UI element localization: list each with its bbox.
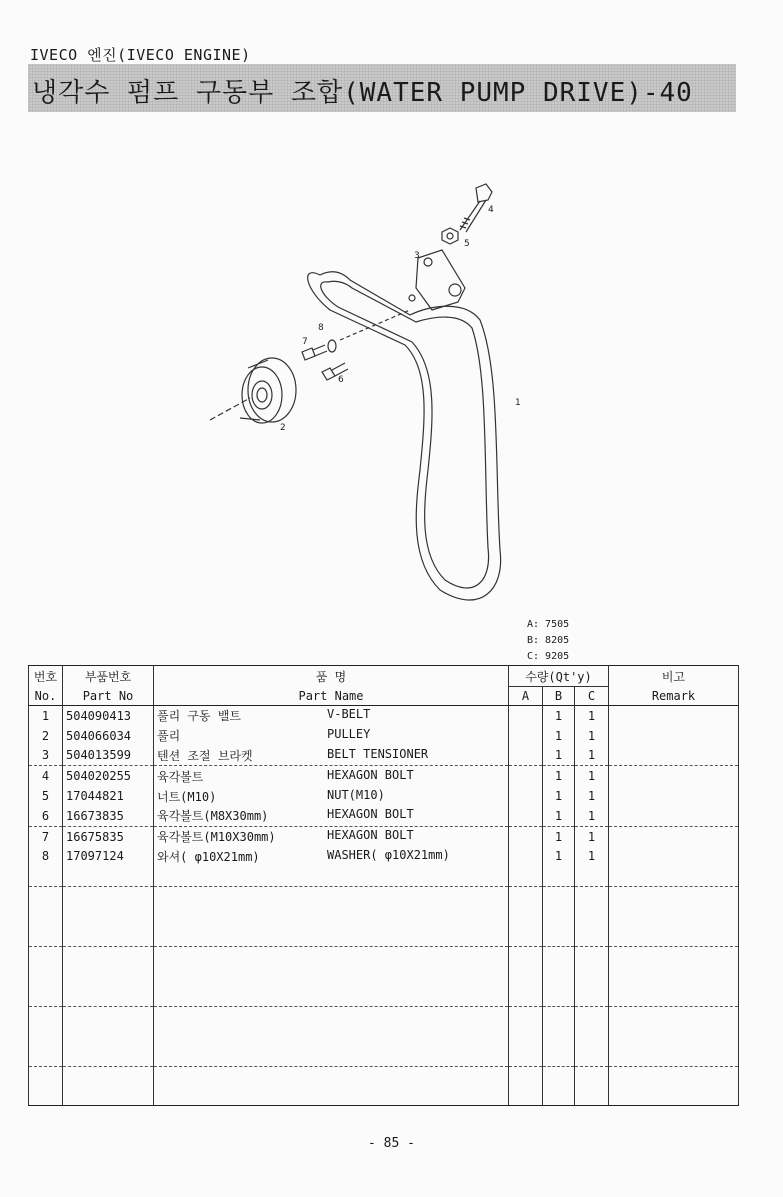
bolt-top-drawing <box>476 184 492 202</box>
callout-4: 4 <box>488 205 494 215</box>
callout-8: 8 <box>318 323 324 333</box>
header-remark-kr: 비고 <box>609 666 739 687</box>
header-qty-b: B <box>543 687 575 706</box>
header-qty-a: A <box>509 687 543 706</box>
pulley-drawing <box>240 358 296 423</box>
callout-5: 5 <box>464 239 470 249</box>
model-c: C: 9205 <box>527 651 570 662</box>
nut-drawing <box>442 228 458 244</box>
table-row: 8 17097124 와셔( φ10X21mm) WASHER( φ10X21mm) 1 1 <box>29 847 739 867</box>
section-pretitle: IVECO 엔진(IVECO ENGINE) <box>30 46 251 64</box>
header-name-en: Part Name <box>154 687 509 706</box>
parts-table <box>28 665 739 1106</box>
bolt-7-drawing <box>302 345 327 360</box>
v-belt-drawing <box>308 272 501 600</box>
table-row: 3 504013599 텐션 조절 브라켓 BELT TENSIONER 1 1 <box>29 746 739 766</box>
callout-3: 3 <box>414 251 420 261</box>
model-a: A: 7505 <box>527 619 570 630</box>
table-row-empty <box>29 887 739 947</box>
tensioner-bracket-drawing <box>416 250 465 310</box>
exploded-parts-diagram <box>180 170 540 610</box>
table-row-empty <box>29 1067 739 1106</box>
model-legend <box>527 617 569 665</box>
model-b: B: 8205 <box>527 635 570 646</box>
header-partno-en: Part No <box>63 687 154 706</box>
header-no-kr: 번호 <box>29 666 63 687</box>
bolt-6-drawing <box>322 363 348 380</box>
table-row: 7 16675835 육각볼트(M10X30mm) HEXAGON BOLT 1 1 <box>29 826 739 846</box>
table-row: 1 504090413 풀리 구동 밸트 V-BELT 1 1 <box>29 706 739 726</box>
washer-drawing <box>328 340 336 352</box>
header-no-en: No. <box>29 687 63 706</box>
header-remark-en: Remark <box>609 687 739 706</box>
callout-6: 6 <box>338 375 344 385</box>
header-qty-kr: 수량(Qt'y) <box>509 666 609 687</box>
table-row-empty <box>29 947 739 1007</box>
callout-2: 2 <box>280 423 286 433</box>
callout-7: 7 <box>302 337 308 347</box>
table-row: 6 16673835 육각볼트(M8X30mm) HEXAGON BOLT 1 1 <box>29 806 739 826</box>
table-row: 5 17044821 너트(M10) NUT(M10) 1 1 <box>29 786 739 806</box>
header-name-kr: 품 명 <box>154 666 509 687</box>
table-row-empty <box>29 866 739 886</box>
table-row: 2 504066034 풀리 PULLEY 1 1 <box>29 726 739 746</box>
callout-1: 1 <box>515 398 521 408</box>
header-partno-kr: 부품번호 <box>63 666 154 687</box>
header-qty-c: C <box>575 687 609 706</box>
page-number: - 85 - <box>368 1136 415 1151</box>
page-title-bar <box>28 64 736 112</box>
table-row-empty <box>29 1007 739 1067</box>
table-row: 4 504020255 육각볼트 HEXAGON BOLT 1 1 <box>29 766 739 786</box>
page-title: 냉각수 펌프 구동부 조합(WATER PUMP DRIVE)-40 <box>32 78 693 108</box>
